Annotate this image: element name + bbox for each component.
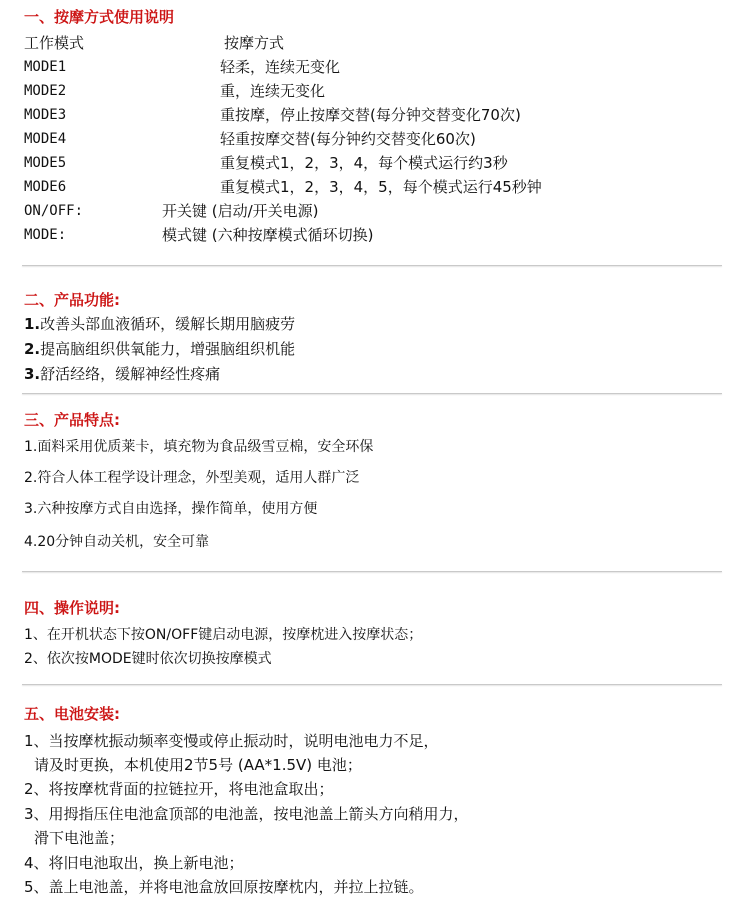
item-number: 3.: [24, 365, 41, 383]
feature-item: 1.面料采用优质莱卡，填充物为食品级雪豆棉，安全环保: [24, 439, 374, 455]
section2-title: 二、产品功能:: [24, 291, 120, 309]
mode-name: MODE6: [24, 179, 67, 195]
mode-description: 重复模式1，2，3，4，5，每个模式运行45秒钟: [220, 178, 542, 196]
feature-item: 3.六种按摩方式自由选择，操作简单，使用方便: [24, 501, 318, 517]
item-number: 1.: [24, 315, 41, 333]
battery-step: 1、当按摩枕振动频率变慢或停止振动时，说明电池电力不足，: [24, 732, 439, 750]
key-name: MODE:: [24, 227, 67, 243]
section5-title: 五、电池安装:: [24, 705, 120, 723]
key-row: [0, 201, 750, 221]
function-item: [24, 339, 295, 359]
operation-item: 1、在开机状态下按ON/OFF键启动电源，按摩枕进入按摩状态；: [24, 627, 423, 643]
battery-step: 3、用拇指压住电池盒顶部的电池盖，按电池盖上箭头方向稍用力，: [24, 805, 469, 823]
item-text: 舒活经络，缓解神经性疼痛: [40, 365, 221, 383]
mode-description: 重复模式1，2，3，4，每个模式运行约3秒: [220, 154, 508, 172]
battery-step: 请及时更换，本机使用2节5号 (AA*1.5V) 电池；: [34, 756, 362, 774]
mode-row: [0, 81, 750, 101]
section-divider: [22, 265, 722, 266]
section4-title: 四、操作说明:: [24, 599, 120, 617]
key-row: [0, 225, 750, 245]
battery-step: 5、盖上电池盖，并将电池盒放回原按摩枕内，并拉上拉链。: [24, 878, 424, 896]
mode-name: MODE4: [24, 131, 67, 147]
feature-item: 2.符合人体工程学设计理念，外型美观，适用人群广泛: [24, 470, 360, 486]
section-divider: [22, 684, 722, 685]
section1-title: 一、按摩方式使用说明: [24, 8, 175, 26]
mode-description: 重按摩，停止按摩交替(每分钟交替变化70次): [220, 106, 521, 124]
operation-item: 2、依次按MODE键时依次切换按摩模式: [24, 651, 272, 667]
section-divider: [22, 571, 722, 572]
battery-step: 4、将旧电池取出，换上新电池；: [24, 854, 244, 872]
section3-title: 三、产品特点:: [24, 411, 120, 429]
mode-description: 轻重按摩交替(每分钟约交替变化60次): [220, 130, 476, 148]
item-text: 提高脑组织供氧能力，增强脑组织机能: [40, 340, 296, 358]
mode-description: 重，连续无变化: [220, 82, 326, 100]
key-description: 模式键 (六种按摩模式循环切换): [162, 226, 374, 244]
mode-row: [0, 153, 750, 173]
desc-column-header: 按摩方式: [224, 34, 285, 52]
item-text: 改善头部血液循环，缓解长期用脑疲劳: [40, 315, 296, 333]
key-name: ON/OFF:: [24, 203, 84, 219]
feature-item: 4.20分钟自动关机，安全可靠: [24, 534, 210, 550]
mode-row: [0, 129, 750, 149]
mode-row: [0, 57, 750, 77]
battery-step: 2、将按摩枕背面的拉链拉开，将电池盒取出；: [24, 780, 334, 798]
function-item: [24, 364, 220, 384]
function-item: [24, 314, 295, 334]
section-divider: [22, 393, 722, 394]
key-description: 开关键 (启动/开关电源): [162, 202, 319, 220]
battery-step: 滑下电池盖；: [34, 829, 125, 847]
item-number: 2.: [24, 340, 41, 358]
mode-name: MODE1: [24, 59, 67, 75]
mode-name: MODE3: [24, 107, 67, 123]
mode-description: 轻柔，连续无变化: [220, 58, 341, 76]
mode-row: [0, 105, 750, 125]
mode-name: MODE2: [24, 83, 67, 99]
mode-row: [0, 177, 750, 197]
mode-table-header: [0, 33, 750, 53]
mode-column-header: 工作模式: [24, 34, 85, 52]
mode-name: MODE5: [24, 155, 67, 171]
